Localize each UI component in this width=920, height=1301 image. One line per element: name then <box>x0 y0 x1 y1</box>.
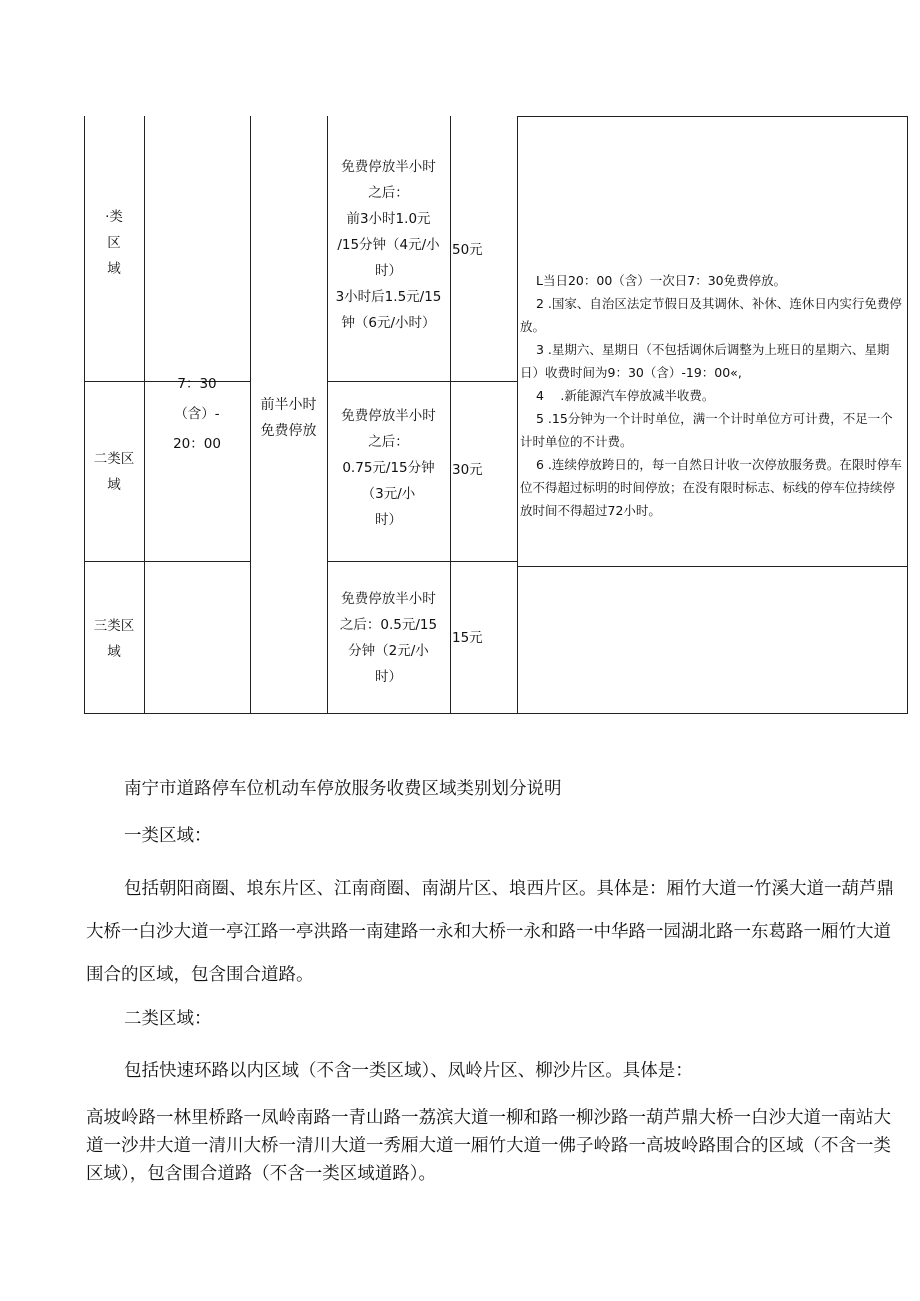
zone2-label: 二类区域： <box>124 1009 212 1029</box>
row-divider <box>84 561 250 562</box>
zone-label: 域 <box>107 477 121 493</box>
zone2-intro: 包括快速环路以内区域（不含一类区域）、凤岭片区、柳沙片区。具体是： <box>124 1061 693 1081</box>
row-divider <box>327 381 517 382</box>
zone-cell-3 <box>84 613 144 665</box>
note-item: 2 .国家、自治区法定节假日及其调休、补休、连休日内实行免费停放。 <box>520 296 902 334</box>
zone1-body-block <box>86 868 908 997</box>
note-item: 4 .新能源汽车停放减半收费。 <box>536 388 715 403</box>
zone-label: 域 <box>107 644 121 660</box>
daily-cap-3: 15元 <box>452 630 483 646</box>
daily-cap-1: 50元 <box>452 242 483 258</box>
zone-label: 域 <box>107 261 121 277</box>
charge-time-line: （含）- <box>174 406 220 422</box>
table-divider <box>450 116 451 714</box>
zone2-intro-block <box>86 1057 908 1085</box>
zone-label: 区 <box>107 235 121 251</box>
zone-cell-1 <box>84 204 144 282</box>
notes-divider <box>517 566 908 567</box>
rate-cell-1 <box>327 154 450 336</box>
rate-line: 免费停放半小时 <box>341 408 436 424</box>
charge-time-cell <box>144 369 250 459</box>
rate-line: 分钟（2元/小 <box>348 643 429 659</box>
row-divider <box>327 561 517 562</box>
free-period-cell <box>250 392 327 444</box>
table-border-top <box>517 116 908 117</box>
rate-line: 时） <box>375 512 402 528</box>
zone-label: 三类区 <box>93 618 135 634</box>
notes-cell <box>520 269 905 522</box>
note-item: 3 .星期六、星期日（不包括调休后调整为上班日的星期六、星期日）收费时间为9：30（含）-19：00«, <box>520 342 890 380</box>
rate-cell-3 <box>327 586 450 690</box>
doc-heading: 南宁市道路停车位机动车停放服务收费区域类别划分说明 <box>124 779 562 799</box>
rate-line: （3元/小 <box>361 486 416 502</box>
table-border-right <box>907 116 908 714</box>
rate-line: /15分钟（4元/小 <box>337 237 440 253</box>
zone2-label-block <box>86 1005 908 1033</box>
daily-cap-2: 30元 <box>452 462 483 478</box>
zone2-body-block <box>86 1104 908 1188</box>
rate-line: 之后： <box>368 434 409 450</box>
note-item: 5 .15分钟为一个计时单位，满一个计时单位方可计费，不足一个计时单位的不计费。 <box>520 411 893 449</box>
charge-time-line: 7：30 <box>177 376 217 392</box>
rate-line: 时） <box>375 669 402 685</box>
free-period-line: 免费停放 <box>260 423 317 439</box>
rate-cell-2 <box>327 403 450 533</box>
fee-table <box>84 116 908 714</box>
zone2-text: 高坡岭路一林里桥路一凤岭南路一青山路一荔滨大道一柳和路一柳沙路一葫芦鼎大桥一白沙大道一南站大道一沙井大道一清川大桥一清川大道一秀厢大道一厢竹大道一佛子岭路一高坡岭路围合的区域（不含一类区域），包含围合道路（不含一类区域道路）。 <box>86 1108 891 1184</box>
zone-label: 二类区 <box>93 451 135 467</box>
rate-line: 免费停放半小时 <box>341 159 436 175</box>
rate-line: 钟（6元/小时） <box>341 315 436 331</box>
rate-line: 3小时后1.5元/15 <box>335 289 442 305</box>
rate-line: 之后： <box>368 185 409 201</box>
doc-heading-block <box>86 775 908 803</box>
zone1-label: 一类区域： <box>124 826 212 846</box>
note-item: 6 .连续停放跨日的，每一自然日计收一次停放服务费。在限时停车位不得超过标明的时间停放；在没有限时标志、标线的停车位持续停放时间不得超过72小时。 <box>520 457 902 518</box>
zone1-text: 包括朝阳商圈、埌东片区、江南商圈、南湖片区、埌西片区。具体是：厢竹大道一竹溪大道一葫芦鼎大桥一白沙大道一亭江路一亭洪路一南建路一永和大桥一永和路一中华路一园湖北路一东葛路一厢竹大道围合的区域，包含围合道路。 <box>86 879 894 985</box>
zone1-label-block <box>86 822 908 850</box>
note-item: L当日20：00（含）一次日7：30免费停放。 <box>536 273 787 288</box>
rate-line: 时） <box>375 263 402 279</box>
zone-cell-2 <box>84 446 144 498</box>
free-period-line: 前半小时 <box>260 397 317 413</box>
table-border-bottom <box>84 713 908 714</box>
table-divider <box>517 116 518 714</box>
rate-line: 之后：0.5元/15 <box>339 617 438 633</box>
rate-line: 0.75元/15分钟 <box>342 460 435 476</box>
zone-label: ·类 <box>105 209 123 225</box>
rate-line: 免费停放半小时 <box>341 591 436 607</box>
rate-line: 前3小时1.0元 <box>346 211 431 227</box>
charge-time-line: 20：00 <box>173 436 221 452</box>
